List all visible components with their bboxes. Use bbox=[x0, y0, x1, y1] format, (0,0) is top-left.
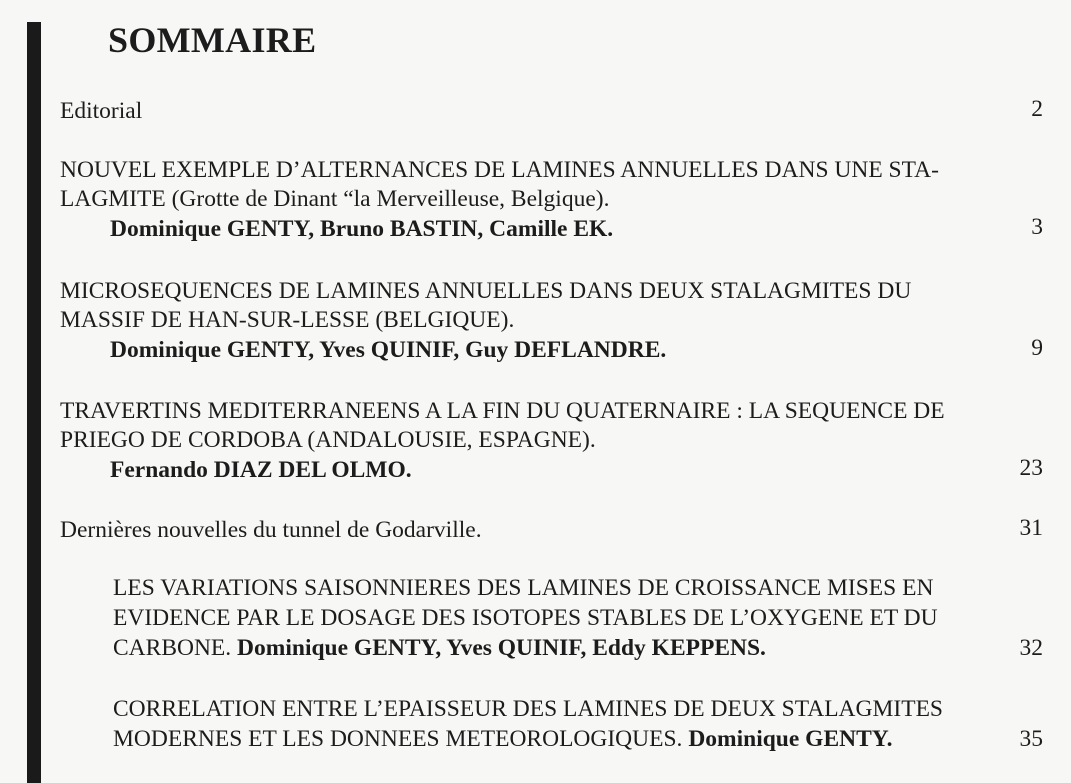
toc-entry-6-title-line-1: CORRELATION ENTRE L’EPAISSEUR DES LAMINES DE DEUX STALAGMITES bbox=[113, 696, 943, 722]
toc-entry-2-title-line-1: MICROSEQUENCES DE LAMINES ANNUELLES DANS DEUX STALAGMITES DU bbox=[60, 278, 912, 304]
toc-entry-5-title-line-1: LES VARIATIONS SAISONNIERES DES LAMINES DE CROISSANCE MISES EN bbox=[113, 575, 934, 601]
toc-entry-1-title-line-2: LAGMITE (Grotte de Dinant “la Merveilleuse, Belgique). bbox=[60, 186, 610, 212]
margin-bar bbox=[27, 22, 41, 783]
toc-entry-5-title-line-3 bbox=[113, 633, 766, 663]
toc-entry-5-title-tail: CARBONE. bbox=[113, 635, 232, 661]
toc-entry-6-authors: Dominique GENTY. bbox=[688, 726, 893, 752]
toc-entry-3-title-line-1: TRAVERTINS MEDITERRANEENS A LA FIN DU QUATERNAIRE : LA SEQUENCE DE bbox=[60, 398, 945, 424]
toc-entry-5-page: 32 bbox=[1019, 635, 1043, 661]
toc-entry-6-page: 35 bbox=[1019, 726, 1043, 752]
toc-entry-2-page: 9 bbox=[1031, 335, 1043, 361]
page-title: SOMMAIRE bbox=[108, 20, 317, 60]
toc-entry-1-authors: Dominique GENTY, Bruno BASTIN, Camille EK. bbox=[110, 216, 614, 242]
toc-entry-1-page: 3 bbox=[1031, 214, 1043, 240]
toc-entry-4-title: Dernières nouvelles du tunnel de Godarville. bbox=[60, 517, 482, 543]
toc-entry-3-authors: Fernando DIAZ DEL OLMO. bbox=[110, 457, 412, 483]
toc-entry-5-authors: Dominique GENTY, Yves QUINIF, Eddy KEPPENS. bbox=[237, 635, 766, 661]
toc-entry-editorial-page: 2 bbox=[1031, 96, 1043, 122]
toc-entry-6-title-line-2 bbox=[113, 724, 892, 754]
toc-entry-editorial-title: Editorial bbox=[60, 98, 143, 124]
toc-entry-3-title-line-2: PRIEGO DE CORDOBA (ANDALOUSIE, ESPAGNE). bbox=[60, 427, 596, 453]
toc-entry-5-title-line-2: EVIDENCE PAR LE DOSAGE DES ISOTOPES STABLES DE L’OXYGENE ET DU bbox=[113, 605, 938, 631]
toc-entry-1-title-line-1: NOUVEL EXEMPLE D’ALTERNANCES DE LAMINES ANNUELLES DANS UNE STA- bbox=[60, 157, 939, 183]
toc-entry-6-title-tail: MODERNES ET LES DONNEES METEOROLOGIQUES. bbox=[113, 726, 683, 752]
toc-entry-2-title-line-2: MASSIF DE HAN-SUR-LESSE (BELGIQUE). bbox=[60, 307, 515, 333]
toc-entry-2-authors: Dominique GENTY, Yves QUINIF, Guy DEFLANDRE. bbox=[110, 337, 667, 363]
toc-entry-3-page: 23 bbox=[1019, 455, 1043, 481]
toc-entry-4-page: 31 bbox=[1019, 515, 1043, 541]
